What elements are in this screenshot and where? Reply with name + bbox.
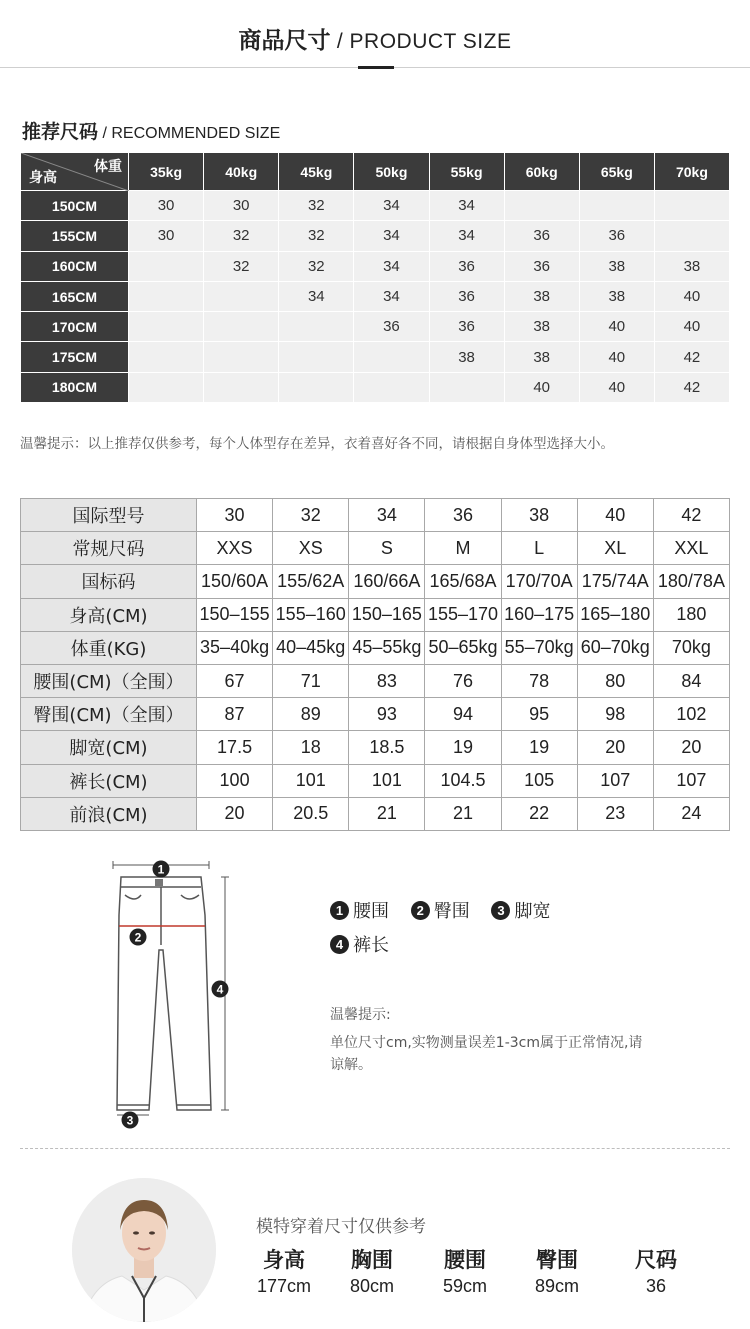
spec-cell: 78 bbox=[501, 664, 577, 697]
spec-row bbox=[21, 565, 730, 598]
recommended-size-cell bbox=[129, 281, 204, 311]
recommended-row bbox=[21, 281, 730, 311]
model-stat-label: 臀围 bbox=[536, 1248, 578, 1272]
spec-cell: 20 bbox=[197, 797, 273, 830]
model-stat-value: 36 bbox=[645, 1276, 667, 1296]
legend-item-leg bbox=[491, 895, 550, 929]
model-size bbox=[611, 1244, 701, 1297]
svg-text:2: 2 bbox=[134, 930, 142, 945]
spec-cell: 22 bbox=[501, 797, 577, 830]
model-avatar bbox=[72, 1178, 216, 1322]
legend-number: 3 bbox=[491, 901, 510, 920]
recommended-size-cell bbox=[129, 342, 204, 372]
spec-cell: 155–170 bbox=[425, 598, 501, 631]
spec-cell: 55–70kg bbox=[501, 631, 577, 664]
recommended-tip: 温馨提示：以上推荐仅供参考，每个人体型存在差异，衣着喜好各不同，请根据自身体型选择大小。 bbox=[20, 436, 614, 452]
legend-label: 裤长 bbox=[353, 935, 389, 956]
spec-cell: 107 bbox=[653, 764, 729, 797]
recommended-size-cell: 38 bbox=[579, 251, 654, 281]
spec-cell: 105 bbox=[501, 764, 577, 797]
spec-cell: 17.5 bbox=[197, 731, 273, 764]
spec-row-label: 裤长(CM) bbox=[21, 764, 197, 797]
measurement-tip bbox=[330, 1004, 650, 1076]
spec-row bbox=[21, 631, 730, 664]
spec-cell: 150–155 bbox=[197, 598, 273, 631]
recommended-row bbox=[21, 221, 730, 251]
recommended-size-cell bbox=[654, 221, 729, 251]
spec-cell: 19 bbox=[501, 731, 577, 764]
spec-cell: 180 bbox=[653, 598, 729, 631]
spec-cell: 20 bbox=[653, 731, 729, 764]
recommended-size-cell: 42 bbox=[654, 372, 729, 402]
height-label: 175CM bbox=[21, 342, 129, 372]
recommended-row bbox=[21, 342, 730, 372]
legend-number: 2 bbox=[411, 901, 430, 920]
spec-cell: 45–55kg bbox=[349, 631, 425, 664]
spec-row bbox=[21, 797, 730, 830]
spec-cell: XXS bbox=[197, 532, 273, 565]
spec-row bbox=[21, 764, 730, 797]
spec-cell: 102 bbox=[653, 698, 729, 731]
recommended-size-cell bbox=[504, 191, 579, 221]
spec-row-label: 体重(KG) bbox=[21, 631, 197, 664]
svg-text:1: 1 bbox=[157, 862, 165, 877]
spec-row-label: 腰围(CM)（全围） bbox=[21, 664, 197, 697]
measure-legend bbox=[330, 895, 566, 963]
recommended-size-cell: 30 bbox=[204, 191, 279, 221]
recommended-size-cell bbox=[204, 281, 279, 311]
recommended-row bbox=[21, 312, 730, 342]
spec-cell: 34 bbox=[349, 499, 425, 532]
spec-cell: 18 bbox=[273, 731, 349, 764]
recommended-size-cell: 30 bbox=[129, 221, 204, 251]
recommended-size-cell: 40 bbox=[654, 281, 729, 311]
recommended-size-cell: 40 bbox=[579, 342, 654, 372]
spec-cell: 50–65kg bbox=[425, 631, 501, 664]
model-chest bbox=[327, 1244, 417, 1297]
weight-header: 70kg bbox=[654, 153, 729, 191]
spec-cell: 70kg bbox=[653, 631, 729, 664]
recommended-size-cell bbox=[129, 251, 204, 281]
spec-cell: 155/62A bbox=[273, 565, 349, 598]
spec-cell: 98 bbox=[577, 698, 653, 731]
spec-cell: 175/74A bbox=[577, 565, 653, 598]
spec-cell: 32 bbox=[273, 499, 349, 532]
recommended-size-cell bbox=[129, 372, 204, 402]
spec-cell: 67 bbox=[197, 664, 273, 697]
recommended-size-cell: 32 bbox=[279, 251, 354, 281]
page-title bbox=[0, 22, 750, 55]
weight-header: 60kg bbox=[504, 153, 579, 191]
model-stat-value: 177cm bbox=[256, 1276, 312, 1296]
legend-number: 1 bbox=[330, 901, 349, 920]
recommended-size-cell: 40 bbox=[654, 312, 729, 342]
height-label: 180CM bbox=[21, 372, 129, 402]
spec-cell: 87 bbox=[197, 698, 273, 731]
recommended-size-cell: 32 bbox=[279, 221, 354, 251]
model-stat-value: 89cm bbox=[534, 1276, 579, 1296]
recommended-size-cell: 38 bbox=[429, 342, 504, 372]
recommended-size-cell: 40 bbox=[579, 312, 654, 342]
spec-cell: 165/68A bbox=[425, 565, 501, 598]
weight-header: 55kg bbox=[429, 153, 504, 191]
recommended-size-cell: 38 bbox=[579, 281, 654, 311]
spec-cell: 170/70A bbox=[501, 565, 577, 598]
pants-diagram bbox=[105, 855, 240, 1130]
recommended-size-cell: 38 bbox=[504, 312, 579, 342]
spec-cell: 23 bbox=[577, 797, 653, 830]
spec-cell: 30 bbox=[197, 499, 273, 532]
spec-row-label: 国际型号 bbox=[21, 499, 197, 532]
height-label: 165CM bbox=[21, 281, 129, 311]
recommended-title-cn: 推荐尺码 bbox=[22, 121, 99, 143]
recommended-size-cell: 38 bbox=[504, 281, 579, 311]
model-stat-label: 身高 bbox=[263, 1248, 305, 1272]
weight-header: 50kg bbox=[354, 153, 429, 191]
legend-label: 臀围 bbox=[433, 901, 470, 922]
spec-cell: 35–40kg bbox=[197, 631, 273, 664]
height-label: 160CM bbox=[21, 251, 129, 281]
spec-cell: 19 bbox=[425, 731, 501, 764]
recommended-size-table bbox=[20, 152, 730, 403]
recommended-size-cell: 34 bbox=[354, 221, 429, 251]
legend-number: 4 bbox=[330, 935, 349, 954]
recommended-size-cell: 36 bbox=[579, 221, 654, 251]
spec-row bbox=[21, 731, 730, 764]
spec-cell: 84 bbox=[653, 664, 729, 697]
height-label: 155CM bbox=[21, 221, 129, 251]
recommended-size-cell bbox=[279, 372, 354, 402]
spec-row-label: 身高(CM) bbox=[21, 598, 197, 631]
spec-row bbox=[21, 664, 730, 697]
spec-cell: 101 bbox=[349, 764, 425, 797]
weight-header-row bbox=[21, 153, 730, 191]
spec-cell: 21 bbox=[425, 797, 501, 830]
svg-text:3: 3 bbox=[126, 1113, 134, 1128]
recommended-size-cell: 32 bbox=[204, 251, 279, 281]
recommended-size-cell: 36 bbox=[429, 251, 504, 281]
height-label: 170CM bbox=[21, 312, 129, 342]
spec-row-label: 常规尺码 bbox=[21, 532, 197, 565]
spec-cell: XL bbox=[577, 532, 653, 565]
recommended-row bbox=[21, 251, 730, 281]
spec-cell: 104.5 bbox=[425, 764, 501, 797]
spec-cell: 21 bbox=[349, 797, 425, 830]
weight-header: 40kg bbox=[204, 153, 279, 191]
svg-text:4: 4 bbox=[216, 982, 224, 997]
legend-label: 腰围 bbox=[353, 901, 389, 922]
recommended-size-title bbox=[22, 117, 280, 144]
size-spec-table bbox=[20, 498, 730, 831]
table-corner-cell bbox=[21, 153, 129, 191]
recommended-size-cell: 42 bbox=[654, 342, 729, 372]
recommended-size-cell bbox=[129, 312, 204, 342]
recommended-size-cell bbox=[279, 312, 354, 342]
spec-row bbox=[21, 598, 730, 631]
spec-row-label: 前浪(CM) bbox=[21, 797, 197, 830]
recommended-size-cell: 34 bbox=[354, 191, 429, 221]
model-height bbox=[239, 1244, 329, 1297]
page-header bbox=[0, 0, 750, 70]
spec-row-label: 国标码 bbox=[21, 565, 197, 598]
spec-cell: 93 bbox=[349, 698, 425, 731]
spec-cell: 155–160 bbox=[273, 598, 349, 631]
spec-cell: 38 bbox=[501, 499, 577, 532]
marker-2 bbox=[130, 929, 147, 946]
marker-3 bbox=[122, 1112, 139, 1129]
recommended-size-cell bbox=[204, 342, 279, 372]
recommended-size-cell: 40 bbox=[504, 372, 579, 402]
spec-cell: 36 bbox=[425, 499, 501, 532]
recommended-row bbox=[21, 191, 730, 221]
spec-cell: 89 bbox=[273, 698, 349, 731]
spec-cell: 40–45kg bbox=[273, 631, 349, 664]
model-stat-label: 尺码 bbox=[635, 1248, 677, 1272]
spec-cell: 94 bbox=[425, 698, 501, 731]
recommended-size-cell: 32 bbox=[204, 221, 279, 251]
spec-cell: XS bbox=[273, 532, 349, 565]
recommended-size-cell: 40 bbox=[579, 372, 654, 402]
spec-cell: 165–180 bbox=[577, 598, 653, 631]
spec-cell: 180/78A bbox=[653, 565, 729, 598]
spec-cell: 150–165 bbox=[349, 598, 425, 631]
spec-cell: 100 bbox=[197, 764, 273, 797]
marker-4 bbox=[212, 981, 229, 998]
recommended-size-cell: 34 bbox=[279, 281, 354, 311]
spec-cell: 20.5 bbox=[273, 797, 349, 830]
spec-row bbox=[21, 532, 730, 565]
recommended-size-cell bbox=[429, 372, 504, 402]
spec-cell: 40 bbox=[577, 499, 653, 532]
spec-table-body bbox=[21, 499, 730, 831]
measurement-tip-title: 温馨提示: bbox=[330, 1007, 391, 1023]
legend-item-waist bbox=[330, 895, 389, 929]
section-divider bbox=[20, 1148, 730, 1149]
model-stat-value: 80cm bbox=[349, 1276, 394, 1296]
spec-cell: XXL bbox=[653, 532, 729, 565]
spec-row bbox=[21, 499, 730, 532]
spec-cell: L bbox=[501, 532, 577, 565]
recommended-size-cell: 36 bbox=[429, 281, 504, 311]
pants-outline-icon bbox=[117, 877, 211, 1110]
model-waist bbox=[420, 1244, 510, 1297]
model-stat-value: 59cm bbox=[442, 1276, 487, 1296]
weight-header: 45kg bbox=[279, 153, 354, 191]
spec-cell: 42 bbox=[653, 499, 729, 532]
recommended-size-cell: 34 bbox=[429, 221, 504, 251]
measurement-tip-body: 单位尺寸cm,实物测量误差1-3cm属于正常情况,请谅解。 bbox=[330, 1035, 643, 1073]
recommended-size-cell: 30 bbox=[129, 191, 204, 221]
recommended-size-cell bbox=[654, 191, 729, 221]
recommended-row bbox=[21, 372, 730, 402]
recommended-size-cell bbox=[354, 342, 429, 372]
corner-height-label: 身高 bbox=[29, 170, 57, 186]
marker-1 bbox=[153, 861, 170, 878]
recommended-size-cell bbox=[204, 372, 279, 402]
page-title-cn: 商品尺寸 bbox=[238, 28, 331, 54]
corner-weight-label: 体重 bbox=[94, 159, 122, 175]
recommended-size-cell: 36 bbox=[354, 312, 429, 342]
spec-cell: 60–70kg bbox=[577, 631, 653, 664]
recommended-table-body bbox=[21, 191, 730, 403]
spec-cell: 24 bbox=[653, 797, 729, 830]
spec-cell: 71 bbox=[273, 664, 349, 697]
recommended-size-cell bbox=[354, 372, 429, 402]
spec-cell: S bbox=[349, 532, 425, 565]
weight-header: 65kg bbox=[579, 153, 654, 191]
recommended-size-cell bbox=[579, 191, 654, 221]
recommended-size-cell: 32 bbox=[279, 191, 354, 221]
recommended-size-cell: 38 bbox=[504, 342, 579, 372]
model-stat-label: 腰围 bbox=[444, 1248, 486, 1272]
spec-row bbox=[21, 698, 730, 731]
spec-cell: 80 bbox=[577, 664, 653, 697]
recommended-size-cell: 34 bbox=[354, 281, 429, 311]
spec-cell: 107 bbox=[577, 764, 653, 797]
spec-row-label: 脚宽(CM) bbox=[21, 731, 197, 764]
spec-cell: 95 bbox=[501, 698, 577, 731]
legend-item-length bbox=[330, 929, 389, 963]
spec-cell: 160/66A bbox=[349, 565, 425, 598]
spec-cell: 76 bbox=[425, 664, 501, 697]
legend-item-hip bbox=[411, 895, 470, 929]
spec-row-label: 臀围(CM)（全围） bbox=[21, 698, 197, 731]
recommended-title-en: / RECOMMENDED SIZE bbox=[98, 125, 281, 142]
recommended-size-cell: 38 bbox=[654, 251, 729, 281]
page-title-en: / PRODUCT SIZE bbox=[330, 30, 512, 53]
model-portrait-icon bbox=[72, 1178, 216, 1322]
spec-cell: M bbox=[425, 532, 501, 565]
header-accent-bar bbox=[358, 66, 394, 69]
spec-cell: 18.5 bbox=[349, 731, 425, 764]
spec-cell: 83 bbox=[349, 664, 425, 697]
recommended-size-cell: 36 bbox=[504, 251, 579, 281]
spec-cell: 101 bbox=[273, 764, 349, 797]
model-stat-label: 胸围 bbox=[351, 1248, 393, 1272]
recommended-size-cell: 36 bbox=[429, 312, 504, 342]
weight-header: 35kg bbox=[129, 153, 204, 191]
recommended-size-cell bbox=[204, 312, 279, 342]
height-label: 150CM bbox=[21, 191, 129, 221]
recommended-size-cell bbox=[279, 342, 354, 372]
legend-label: 脚宽 bbox=[514, 901, 551, 922]
spec-cell: 150/60A bbox=[197, 565, 273, 598]
spec-cell: 20 bbox=[577, 731, 653, 764]
recommended-size-cell: 36 bbox=[504, 221, 579, 251]
spec-cell: 160–175 bbox=[501, 598, 577, 631]
model-hip bbox=[512, 1244, 602, 1297]
recommended-size-cell: 34 bbox=[354, 251, 429, 281]
recommended-size-cell: 34 bbox=[429, 191, 504, 221]
model-size-note: 模特穿着尺寸仅供参考 bbox=[256, 1217, 426, 1237]
